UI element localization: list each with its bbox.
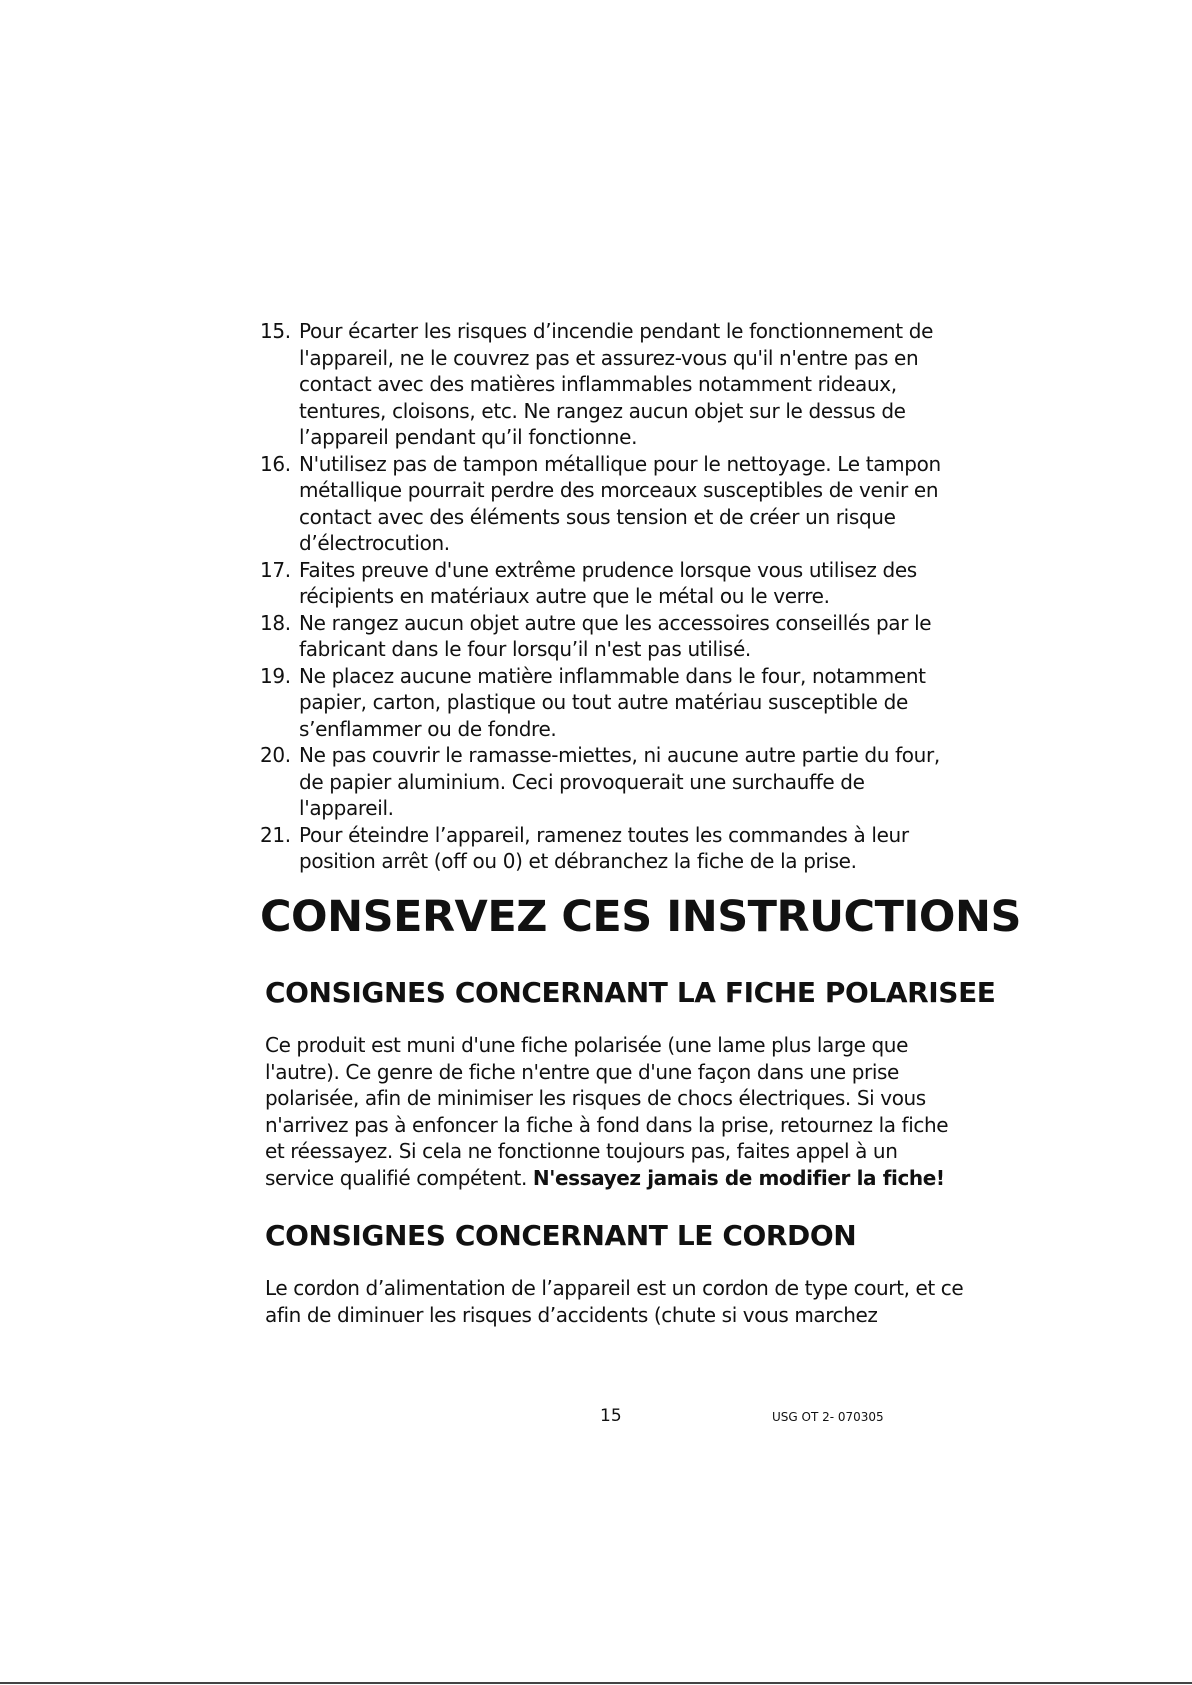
section-body-polarized-plug	[265, 1032, 967, 1191]
list-item	[260, 663, 960, 743]
safety-instructions-list	[260, 318, 960, 875]
list-item-text: Ne pas couvrir le ramasse-miettes, ni aucune autre partie du four, de papier aluminium. Ceci provoquerait une surchauffe de l'appareil.	[299, 743, 940, 820]
list-item	[260, 318, 960, 451]
list-item	[260, 610, 960, 663]
page-number: 15	[600, 1406, 622, 1426]
page-title: CONSERVEZ CES INSTRUCTIONS	[260, 892, 1021, 942]
section-heading-polarized-plug: CONSIGNES CONCERNANT LA FICHE POLARISEE	[265, 976, 996, 1009]
list-item-text: Ne rangez aucun objet autre que les accessoires conseillés par le fabricant dans le four lorsqu’il n'est pas utilisé.	[299, 610, 932, 661]
list-item-number: 21.	[260, 822, 291, 847]
list-item-number: 16.	[260, 451, 291, 476]
paragraph-text: Ce produit est muni d'une fiche polarisée (une lame plus large que l'autre). Ce genre de fiche n'entre que d'une façon dans une prise polarisée, afin de minimiser les risques de chocs électriques. Si vous n'arrivez pas à enfoncer la fiche à fond dans la prise, retournez la fiche et réessayez. Si cela ne fonctionne toujours pas, faites appel à un service qualifié compétent.	[265, 1033, 949, 1190]
list-item-text: N'utilisez pas de tampon métallique pour le nettoyage. Le tampon métallique pourrait perdre des morceaux susceptibles de venir en contact avec des éléments sous tension et de créer un risque d’électrocution.	[299, 451, 941, 555]
list-item-number: 17.	[260, 557, 291, 582]
section-heading-cord: CONSIGNES CONCERNANT LE CORDON	[265, 1219, 857, 1252]
list-item-text: Ne placez aucune matière inflammable dans le four, notamment papier, carton, plastique ou tout autre matériau susceptible de s’enflammer ou de fondre.	[299, 663, 926, 741]
bottom-edge-line	[0, 1682, 1192, 1684]
list-item-text: Pour écarter les risques d’incendie pendant le fonctionnement de l'appareil, ne le couvrez pas et assurez-vous qu'il n'entre pas en contact avec des matières inflammables notamment rideaux, tentures, cloisons, etc. Ne rangez aucun objet sur le dessus de l’appareil pendant qu’il fonctionne.	[299, 319, 934, 449]
list-item-number: 18.	[260, 610, 291, 635]
warning-emphasis: N'essayez jamais de modifier la fiche!	[532, 1165, 945, 1190]
list-item	[260, 451, 960, 557]
list-item-text: Pour éteindre l’appareil, ramenez toutes les commandes à leur position arrêt (off ou 0) et débranchez la fiche de la prise.	[299, 822, 909, 873]
list-item	[260, 742, 960, 822]
list-item-number: 20.	[260, 743, 291, 767]
list-item	[260, 557, 960, 610]
paragraph-text: Le cordon d’alimentation de l’appareil est un cordon de type court, et ce afin de diminuer les risques d’accidents (chute si vous marchez	[265, 1276, 964, 1327]
document-code: USG OT 2- 070305	[772, 1410, 884, 1424]
section-body-cord	[265, 1275, 967, 1328]
list-item-number: 15.	[260, 319, 291, 343]
list-item-number: 19.	[260, 663, 291, 688]
list-item-text: Faites preuve d'une extrême prudence lorsque vous utilisez des récipients en matériaux autre que le métal ou le verre.	[299, 557, 917, 608]
list-item	[260, 822, 960, 875]
